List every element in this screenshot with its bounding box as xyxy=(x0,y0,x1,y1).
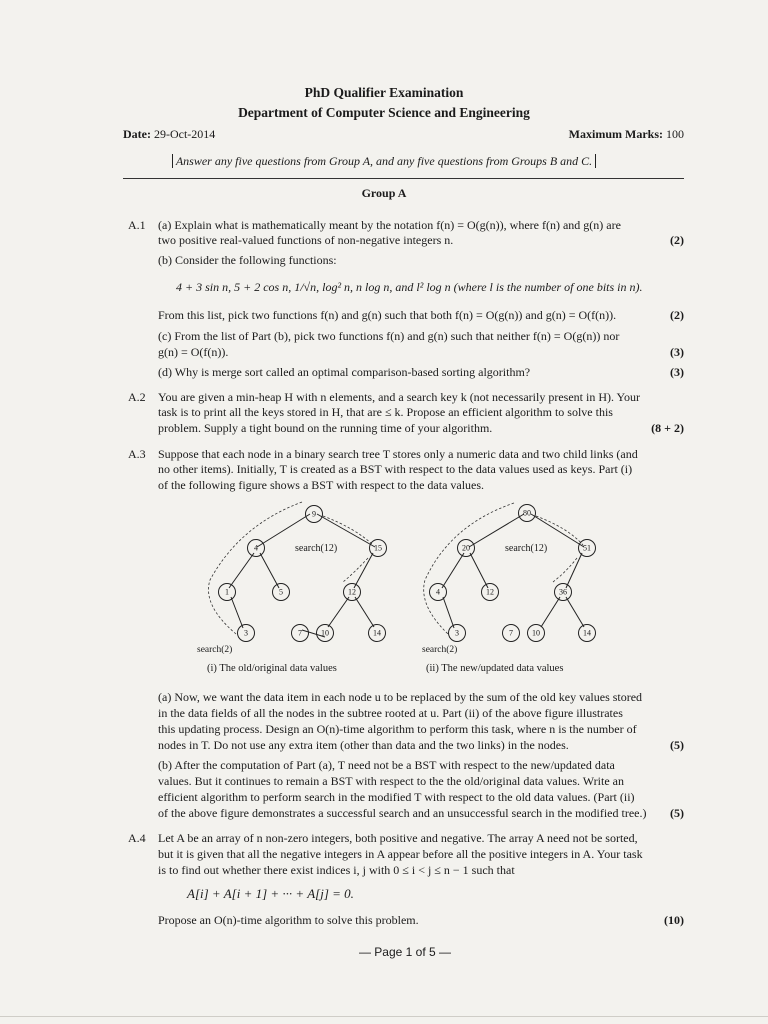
tree1-node-14 xyxy=(369,625,386,642)
a3-line2: no other items). Initially, T is created as a BST with respect to the data values used as keys. Part (i) xyxy=(158,462,633,476)
tree1-node-5 xyxy=(273,584,290,601)
a2-line2: task is to print all the keys stored in H, that are ≤ k. Propose an efficient algorithm to solve this xyxy=(158,405,613,419)
a3-part-b-line4: of the above figure demonstrates a successful search and an unsuccessful search in the modified tree.) xyxy=(158,806,647,820)
a1-part-a-line2: two positive real-valued functions of non-negative integers n. xyxy=(158,233,454,247)
tree2-node-20 xyxy=(458,540,475,557)
question-number-a2: A.2 xyxy=(128,390,146,404)
bst-figure xyxy=(180,500,620,680)
svg-text:15: 15 xyxy=(374,543,382,553)
instructions-row xyxy=(0,154,768,169)
svg-text:3: 3 xyxy=(455,628,459,638)
a4-line2: but it is given that all the negative integers in A appear before all the positive integers in A. Your task xyxy=(158,847,643,861)
page-bottom-edge xyxy=(0,1016,768,1017)
tree2-search-label-right: search(12) xyxy=(505,543,548,554)
svg-text:14: 14 xyxy=(583,628,591,638)
svg-text:10: 10 xyxy=(321,628,329,638)
exam-title: PhD Qualifier Examination xyxy=(304,85,464,100)
question-number-a4: A.4 xyxy=(128,831,146,845)
svg-text:12: 12 xyxy=(348,587,356,597)
svg-text:1: 1 xyxy=(225,587,229,597)
header-divider xyxy=(123,178,684,179)
a3-part-b-line1: (b) After the computation of Part (a), T need not be a BST with respect to the new/updated data xyxy=(158,758,615,772)
department-name: Department of Computer Science and Engineering xyxy=(238,105,530,120)
maximum-marks xyxy=(520,127,684,142)
a3-part-a-line2: in the data fields of all the nodes in the subtree rooted at u. Part (ii) of the above figure illustrates xyxy=(158,706,623,720)
a1-part-b-mark: (2) xyxy=(670,308,684,322)
a1-part-c-line2: g(n) = O(f(n)). xyxy=(158,345,229,359)
a1-part-d-mark: (3) xyxy=(670,365,684,379)
marks-value: 100 xyxy=(666,127,684,141)
question-number-a3: A.3 xyxy=(128,447,146,461)
svg-text:7: 7 xyxy=(298,628,302,638)
instructions: Answer any five questions from Group A, and any five questions from Groups B and C. xyxy=(172,154,596,168)
tree1-node-15 xyxy=(370,540,387,557)
a1-part-c-mark: (3) xyxy=(670,345,684,359)
svg-text:12: 12 xyxy=(486,587,494,597)
a4-equation: A[i] + A[i + 1] + ··· + A[j] = 0. xyxy=(187,886,354,901)
marks-label: Maximum Marks: xyxy=(568,127,663,141)
tree1-search-label-left: search(2) xyxy=(197,645,233,655)
a1-part-c-line1: (c) From the list of Part (b), pick two functions f(n) and g(n) such that neither f(n) = O(g(n)) nor xyxy=(158,329,620,343)
tree2-node-4 xyxy=(430,584,447,601)
a3-part-a-line4: nodes in T. Do not use any extra item (other than data and the two links) in the nodes. xyxy=(158,738,569,752)
a2-mark: (8 + 2) xyxy=(651,421,684,435)
a3-line1: Suppose that each node in a binary search tree T stores only a numeric data and two child links (and xyxy=(158,447,638,461)
a4-line1: Let A be an array of n non-zero integers, both positive and negative. The array A need not be sorted, xyxy=(158,831,638,845)
tree2-node-14 xyxy=(579,625,596,642)
a2-line3: problem. Supply a tight bound on the running time of your algorithm. xyxy=(158,421,493,435)
svg-text:9: 9 xyxy=(312,509,316,519)
tree2-node-12 xyxy=(482,584,499,601)
date-label: Date: xyxy=(123,127,151,141)
tree1-node-3 xyxy=(238,625,255,642)
tree1-node-9 xyxy=(306,506,323,523)
a2-line1: You are given a min-heap H with n elements, and a search key k (not necessarily present in H). Your xyxy=(158,390,640,404)
tree2-node-80 xyxy=(519,505,536,522)
svg-text:36: 36 xyxy=(559,587,567,597)
tree-updated xyxy=(422,503,596,674)
date-value: 29-Oct-2014 xyxy=(153,127,216,141)
a1-function-list: 4 + 3 sin n, 5 + 2 cos n, 1/√n, log² n, n log n, and l² log n (where l is the number of one bits in n). xyxy=(176,280,643,294)
svg-text:4: 4 xyxy=(254,543,258,553)
svg-text:51: 51 xyxy=(583,543,591,553)
svg-text:80: 80 xyxy=(523,508,531,518)
tree1-node-4 xyxy=(248,540,265,557)
tree1-search-label-right: search(12) xyxy=(295,543,338,554)
svg-text:10: 10 xyxy=(532,628,540,638)
a3-part-b-mark: (5) xyxy=(670,806,684,820)
a4-line4: Propose an O(n)-time algorithm to solve this problem. xyxy=(158,913,419,927)
tree1-node-12 xyxy=(344,584,361,601)
a3-part-b-line3: efficient algorithm to perform search in the modified T with respect to the old data values. (Part (ii) xyxy=(158,790,635,804)
svg-text:3: 3 xyxy=(244,628,248,638)
tree1-node-10 xyxy=(317,625,334,642)
svg-text:14: 14 xyxy=(373,628,381,638)
tree2-node-10 xyxy=(528,625,545,642)
a3-part-b-line2: values. But it continues to remain a BST with respect to the the old/original data values. Write an xyxy=(158,774,624,788)
tree2-node-36 xyxy=(555,584,572,601)
exam-date xyxy=(123,127,215,142)
tree1-node-7 xyxy=(292,625,309,642)
tree2-node-51 xyxy=(579,540,596,557)
svg-text:20: 20 xyxy=(462,543,470,553)
question-number-a1: A.1 xyxy=(128,218,146,232)
a1-part-a-mark: (2) xyxy=(670,233,684,247)
a3-line3: of the following figure shows a BST with respect to the data values. xyxy=(158,478,485,492)
a1-part-a-line1: (a) Explain what is mathematically meant by the notation f(n) = O(g(n)), where f(n) and g(n) are xyxy=(158,218,621,232)
a1-part-d-line: (d) Why is merge sort called an optimal comparison-based sorting algorithm? xyxy=(158,365,531,379)
a3-part-a-line3: this updating process. Design an O(n)-time algorithm to perform this task, where n is the number of xyxy=(158,722,637,736)
svg-text:7: 7 xyxy=(509,628,513,638)
a4-mark: (10) xyxy=(664,913,684,927)
a1-part-b-intro: (b) Consider the following functions: xyxy=(158,253,337,267)
a4-line3: is to find out whether there exist indices i, j with 0 ≤ i < j ≤ n − 1 such that xyxy=(158,863,515,877)
tree1-caption: (i) The old/original data values xyxy=(207,663,337,674)
a3-part-a-line1: (a) Now, we want the data item in each node u to be replaced by the sum of the old key values stored xyxy=(158,690,643,704)
tree2-caption: (ii) The new/updated data values xyxy=(426,663,564,674)
tree1-node-1 xyxy=(219,584,236,601)
svg-text:4: 4 xyxy=(436,587,440,597)
tree-original xyxy=(197,502,387,674)
page-number: — Page 1 of 5 — xyxy=(358,945,452,959)
svg-text:5: 5 xyxy=(279,587,283,597)
a1-part-b-line: From this list, pick two functions f(n) and g(n) such that both f(n) = O(g(n)) and g(n) = O(f(n)). xyxy=(158,308,617,322)
a3-part-a-mark: (5) xyxy=(670,738,684,752)
group-heading: Group A xyxy=(361,186,407,200)
tree2-node-7 xyxy=(503,625,520,642)
tree2-search-label-left: search(2) xyxy=(422,645,458,655)
tree2-node-3 xyxy=(449,625,466,642)
